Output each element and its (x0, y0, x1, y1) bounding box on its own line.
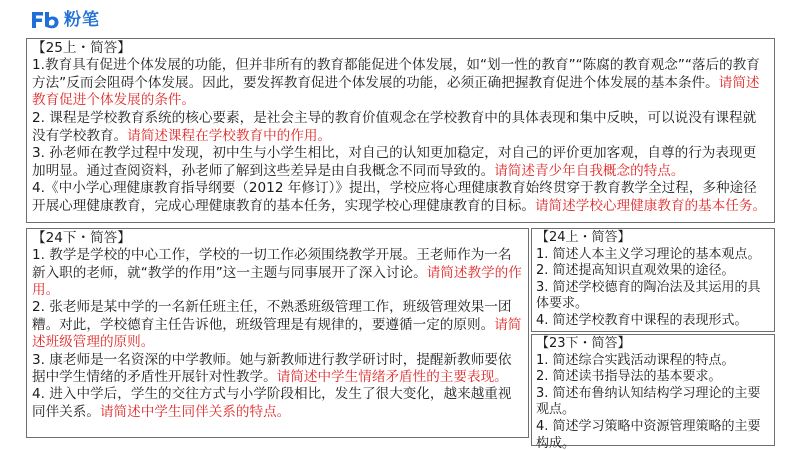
question-prompt: 请简述教学的作用。 (32, 264, 522, 299)
question-prompt: 请简述课程在学校教育中的作用。 (127, 127, 332, 144)
exam-25-spring-box (26, 38, 775, 223)
fenbi-logo-mark (30, 10, 60, 30)
question-item (32, 110, 769, 145)
question-prompt: 请简述教育促进个体发展的条件。 (32, 74, 760, 109)
exam-tag: 【25上・简答】 (32, 40, 131, 56)
exam-24-spring-box (531, 228, 775, 332)
question-item: 4. 简述学校教育中课程的表现形式。 (536, 312, 748, 328)
question-prompt: 请简述学校心理健康教育的基本任务。 (534, 197, 767, 214)
question-item: 4. 简述学习策略中资源管理策略的主要构成。 (536, 418, 761, 450)
exam-tag: 【24上・简答】 (536, 230, 631, 245)
question-prompt: 请简述青少年自我概念的特点。 (494, 162, 685, 179)
exam-24-fall-box (26, 228, 529, 438)
exam-tag: 【23下・简答】 (536, 336, 631, 351)
exam-tag: 【24下・简答】 (32, 230, 131, 246)
question-prompt: 请简述中学生情绪矛盾性的主要表现。 (276, 369, 508, 386)
question-body: 3. 孙老师在教学过程中发现，初中生与小学生相比，对自己的认知更加稳定，对自己的评价更加客观，自尊的行为表现更加明显。通过查阅资料，孙老师了解到这些差异是由自我概念不同而导致的。 (32, 145, 757, 179)
question-body: 1.教育具有促进个体发展的功能，但并非所有的教育都能促进个体发展，如“划一性的教育”“陈腐的教育观念”“落后的教育方法”反而会阻碍个体发展。因此，要发挥教育促进个体发展的功能，必须正确把握教育促进个体发展的基本条件。 (32, 57, 760, 91)
fenbi-logo-text: 粉笔 (64, 10, 100, 30)
question-item (32, 247, 523, 299)
question-item: 3. 简述学校德育的陶冶法及其运用的具体要求。 (536, 279, 761, 312)
question-body: 1. 教学是学校的中心工作，学校的一切工作必须围绕教学开展。王老师作为一名新入职的老师，就“教学的作用”这一主题与同事展开了深入讨论。 (32, 247, 512, 281)
question-item: 1. 简述人本主义学习理论的基本观点。 (536, 246, 761, 262)
question-item: 1. 简述综合实践活动课程的特点。 (536, 352, 735, 368)
question-body: 2. 课程是学校教育系统的核心要素，是社会主导的教育价值观念在学校教育中的具体表现和集中反映，可以说没有课程就没有学校教育。 (32, 109, 757, 144)
question-body: 2. 张老师是某中学的一名新任班主任，不熟悉班级管理工作，班级管理效果一团糟。对此，学校德育主任告诉他，班级管理是有规律的，要遵循一定的原则。 (32, 299, 512, 333)
fenbi-logo (30, 9, 100, 31)
question-body: 4.《中小学心理健康教育指导纲要（2012 年修订）》提出，学校应将心理健康教育始终贯穿于教育教学全过程，多种途径开展心理健康教育，完成心理健康教育的基本任务，实现学校心理健康教育的目标。 (32, 180, 757, 214)
question-item: 2. 简述提高知识直观效果的途径。 (536, 263, 735, 279)
question-prompt: 请简述中学生同伴关系的特点。 (99, 403, 291, 420)
question-item (32, 145, 769, 180)
question-body: 3. 康老师是一名资深的中学教师。她与新教师进行教学研讨时，提醒新教师要依据中学生情绪的矛盾性开展针对性教学。 (32, 351, 512, 386)
question-item (32, 352, 523, 387)
question-item (32, 299, 523, 351)
question-item (32, 180, 769, 215)
question-item: 3. 简述布鲁纳认知结构学习理论的主要观点。 (536, 385, 761, 418)
question-item: 2. 简述读书指导法的基本要求。 (536, 369, 722, 385)
exam-23-fall-box (531, 334, 775, 450)
question-body: 4. 进入中学后，学生的交往方式与小学阶段相比，发生了很大变化，越来越重视同伴关系。 (32, 386, 512, 420)
question-prompt: 请简述班级管理的原则。 (32, 316, 522, 351)
question-item (32, 386, 523, 421)
question-item (32, 57, 769, 110)
